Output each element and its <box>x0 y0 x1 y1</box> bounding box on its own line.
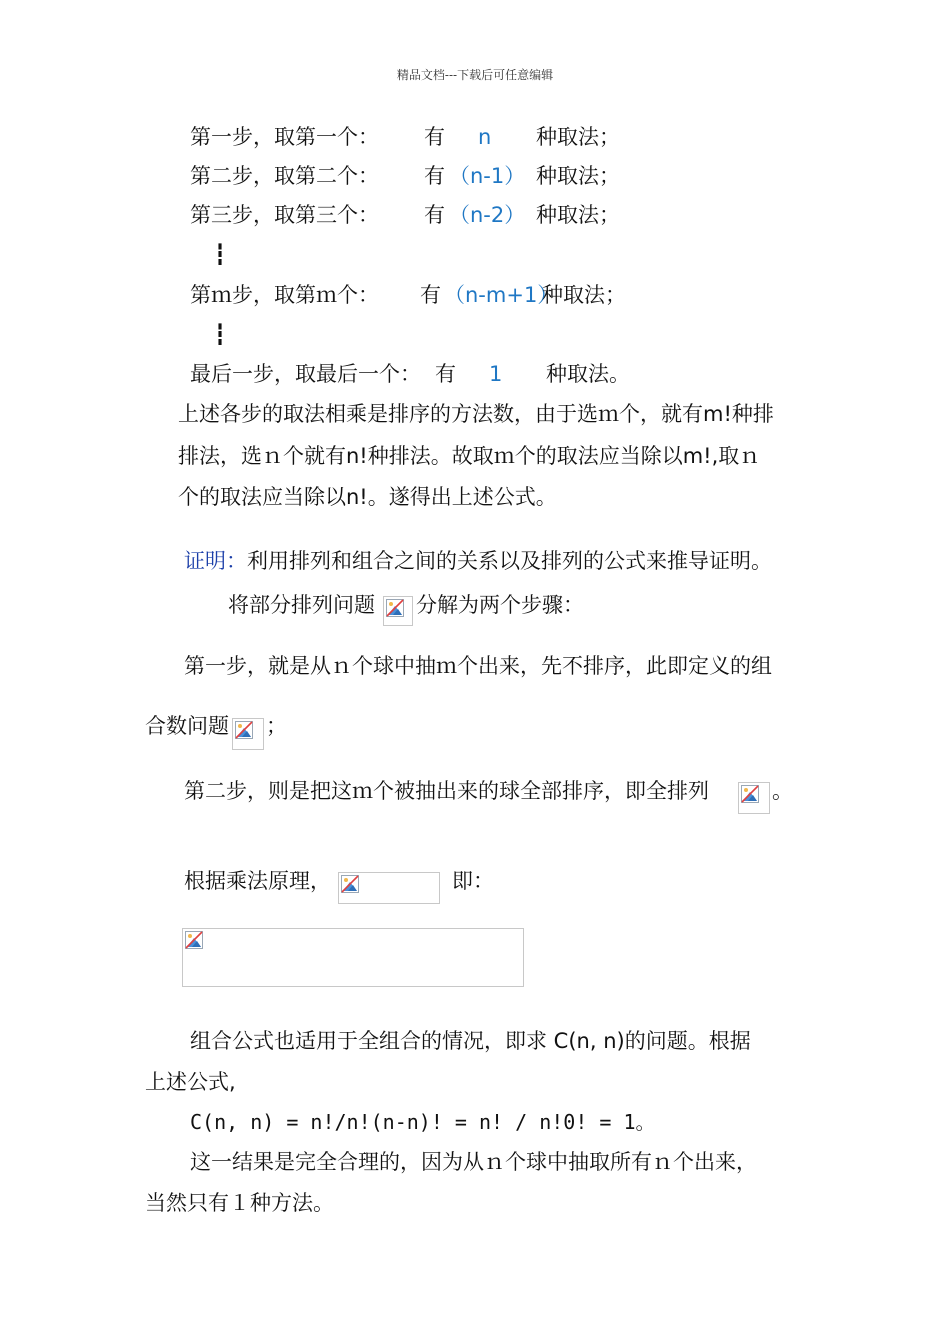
explain-line: 个的取法应当除以n!。遂得出上述公式。 <box>178 485 557 509</box>
step-have: 有 <box>435 362 456 386</box>
step-have: 有 <box>420 283 441 307</box>
step1-line: 第一步，就是从ｎ个球中抽ｍ个出来，先不排序，此即定义的组 <box>184 654 772 678</box>
step-2: 第二步，取第二个： <box>190 164 379 188</box>
broken-image-icon <box>185 931 203 949</box>
step-have: 有 <box>424 164 445 188</box>
explain-line: 排法，选ｎ个就有n!种排法。故取ｍ个的取法应当除以m!,取ｎ <box>178 444 761 468</box>
step-suffix: 种取法； <box>536 125 620 149</box>
formula-image-icon <box>338 872 440 904</box>
mult-line: 根据乘法原理， <box>184 869 331 893</box>
closing-line: 这一结果是完全合理的，因为从ｎ个球中抽取所有ｎ个出来， <box>190 1150 757 1174</box>
formula-image-icon <box>232 718 264 750</box>
step1-end: ； <box>266 714 287 738</box>
step-suffix: 种取法； <box>542 283 626 307</box>
closing-line: 当然只有１种方法。 <box>145 1191 334 1215</box>
formula-image-icon <box>383 596 413 626</box>
decompose-a: 将部分排列问题 <box>228 593 375 617</box>
closing-line: 组合公式也适用于全组合的情况，即求 C(n, n)的问题。根据 <box>190 1029 751 1053</box>
broken-image-icon <box>386 599 404 617</box>
step-3: 第三步，取第三个： <box>190 203 379 227</box>
closing-line: 上述公式, <box>145 1070 236 1094</box>
ellipsis-vertical: ┇ <box>214 322 227 346</box>
formula-text: C(n, n) = n!/n!(n-n)! = n! / n!0! = 1。 <box>190 1110 656 1134</box>
step2-end: 。 <box>772 779 793 803</box>
mult-end: 即： <box>452 869 494 893</box>
proof-label: 证明： <box>184 549 247 573</box>
explain-line: 上述各步的取法相乘是排序的方法数，由于选ｍ个，就有m!种排 <box>178 402 774 426</box>
step1-cont: 合数问题 <box>145 714 229 738</box>
step-suffix: 种取法。 <box>546 362 630 386</box>
step-value: n <box>478 125 492 149</box>
step-suffix: 种取法； <box>536 203 620 227</box>
step-m: 第ｍ步，取第ｍ个： <box>190 283 379 307</box>
decompose-b: 分解为两个步骤： <box>416 593 584 617</box>
step-have: 有 <box>424 203 445 227</box>
proof-line <box>184 548 772 574</box>
broken-image-icon <box>235 721 253 739</box>
step-value: （n-1） <box>449 164 526 188</box>
broken-image-icon <box>341 875 359 893</box>
step-value: 1 <box>489 362 503 386</box>
step2-line: 第二步，则是把这ｍ个被抽出来的球全部排序，即全排列 <box>184 779 709 803</box>
step-1 <box>190 124 379 150</box>
step-label: 第一步，取第一个： <box>190 125 379 149</box>
formula-image-icon <box>182 928 524 987</box>
step-value: （n-m+1） <box>444 283 559 307</box>
formula-image-icon <box>738 782 770 814</box>
broken-image-icon <box>741 785 759 803</box>
proof-text: 利用排列和组合之间的关系以及排列的公式来推导证明。 <box>247 549 772 573</box>
step-value: （n-2） <box>449 203 526 227</box>
ellipsis-vertical: ┇ <box>214 242 227 266</box>
step-have: 有 <box>424 125 445 149</box>
step-suffix: 种取法； <box>536 164 620 188</box>
step-last: 最后一步，取最后一个： <box>190 362 421 386</box>
page-header: 精品文档---下载后可任意编辑 <box>396 68 554 82</box>
